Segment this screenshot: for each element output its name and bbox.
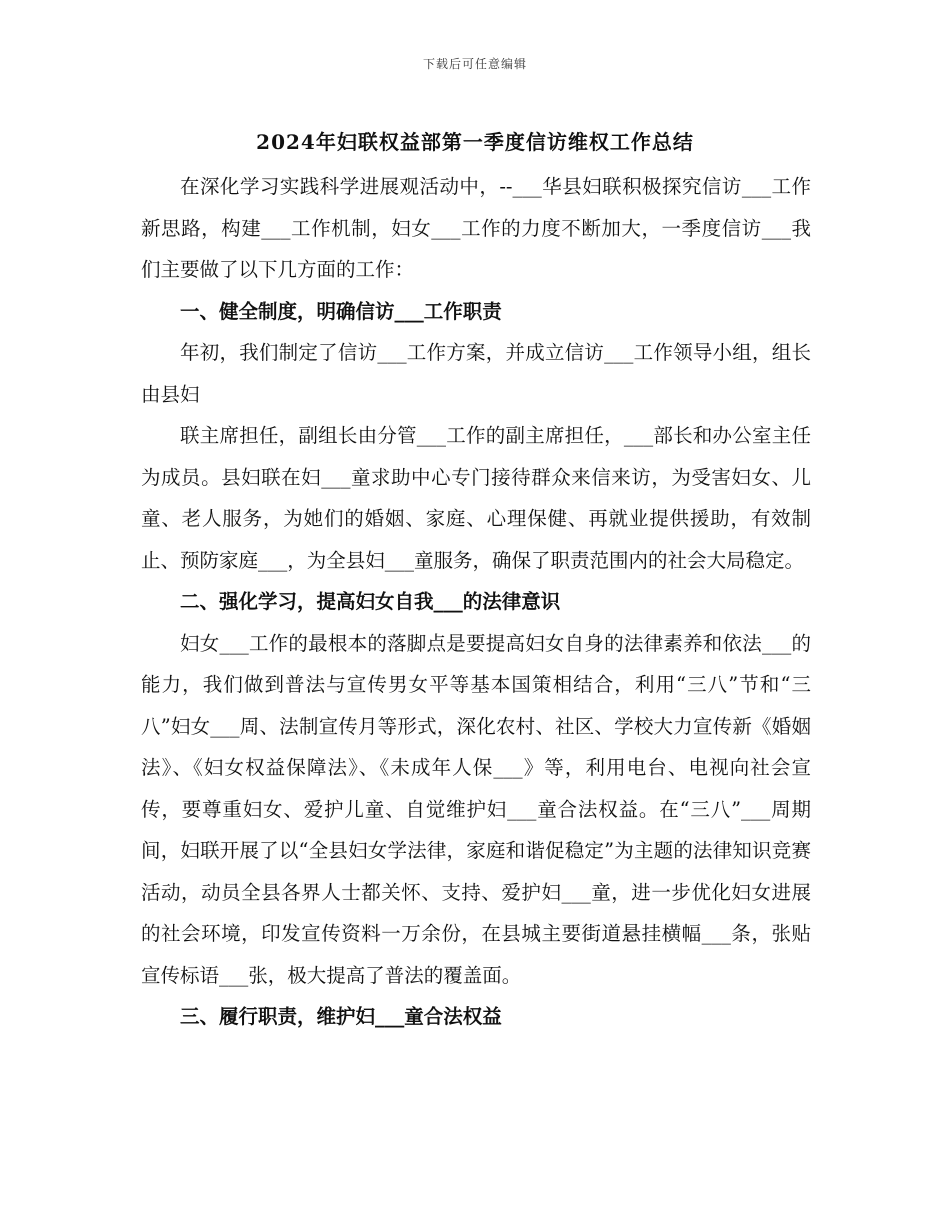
document-title: 2024年妇联权益部第一季度信访维权工作总结	[256, 130, 694, 154]
section-heading-3: 三、履行职责，维护妇___童合法权益	[180, 1005, 502, 1028]
body-paragraph: 妇女___工作的最根本的落脚点是要提高妇女自身的法律素养和依法___的能力，我们做到普法与宣传男女平等基本国策相结合，利用“三八”节和“三八”妇女___周、法制宣传月等形式，深化农村、社区、学校大力宣传新《婚姻法》、《妇女权益保障法》、《未成年人保___》等，利用电台、电视向社会宣传，要尊重妇女、爱护儿童、自觉维护妇___童合法权益。在“三八”___周期间，妇联开展了以“全县妇女学法律，家庭和谐促稳定”为主题的法律知识竞赛活动，动员全县各界人士都关怀、支持、爱护妇___童，进一步优化妇女进展的社会环境，印发宣传资料一万余份，在县城主要街道悬挂横幅___条，张贴宣传标语___张，极大提高了普法的覆盖面。	[141, 631, 811, 987]
header-note: 下载后可任意编辑	[422, 57, 527, 71]
body-paragraph: 联主席担任，副组长由分管___工作的副主席担任，___部长和办公室主任为成员。县妇联在妇___童求助中心专门接待群众来信来访，为受害妇女、儿童、老人服务，为她们的婚姻、家庭、心理保健、再就业提供援助，有效制止、预防家庭___，为全县妇___童服务，确保了职责范围内的社会大局稳定。	[141, 424, 811, 572]
section-heading-1: 一、健全制度，明确信访___工作职责	[180, 299, 502, 323]
document-body	[141, 166, 811, 1038]
section-heading-2: 二、强化学习，提高妇女自我___的法律意识	[180, 590, 561, 613]
intro-paragraph: 在深化学习实践科学进展观活动中，--___华县妇联积极探究信访___工作新思路，构建___工作机制，妇女___工作的力度不断加大，一季度信访___我们主要做了以下几方面的工作：	[141, 175, 811, 281]
body-paragraph: 年初，我们制定了信访___工作方案，并成立信访___工作领导小组，组长由县妇	[141, 341, 811, 406]
